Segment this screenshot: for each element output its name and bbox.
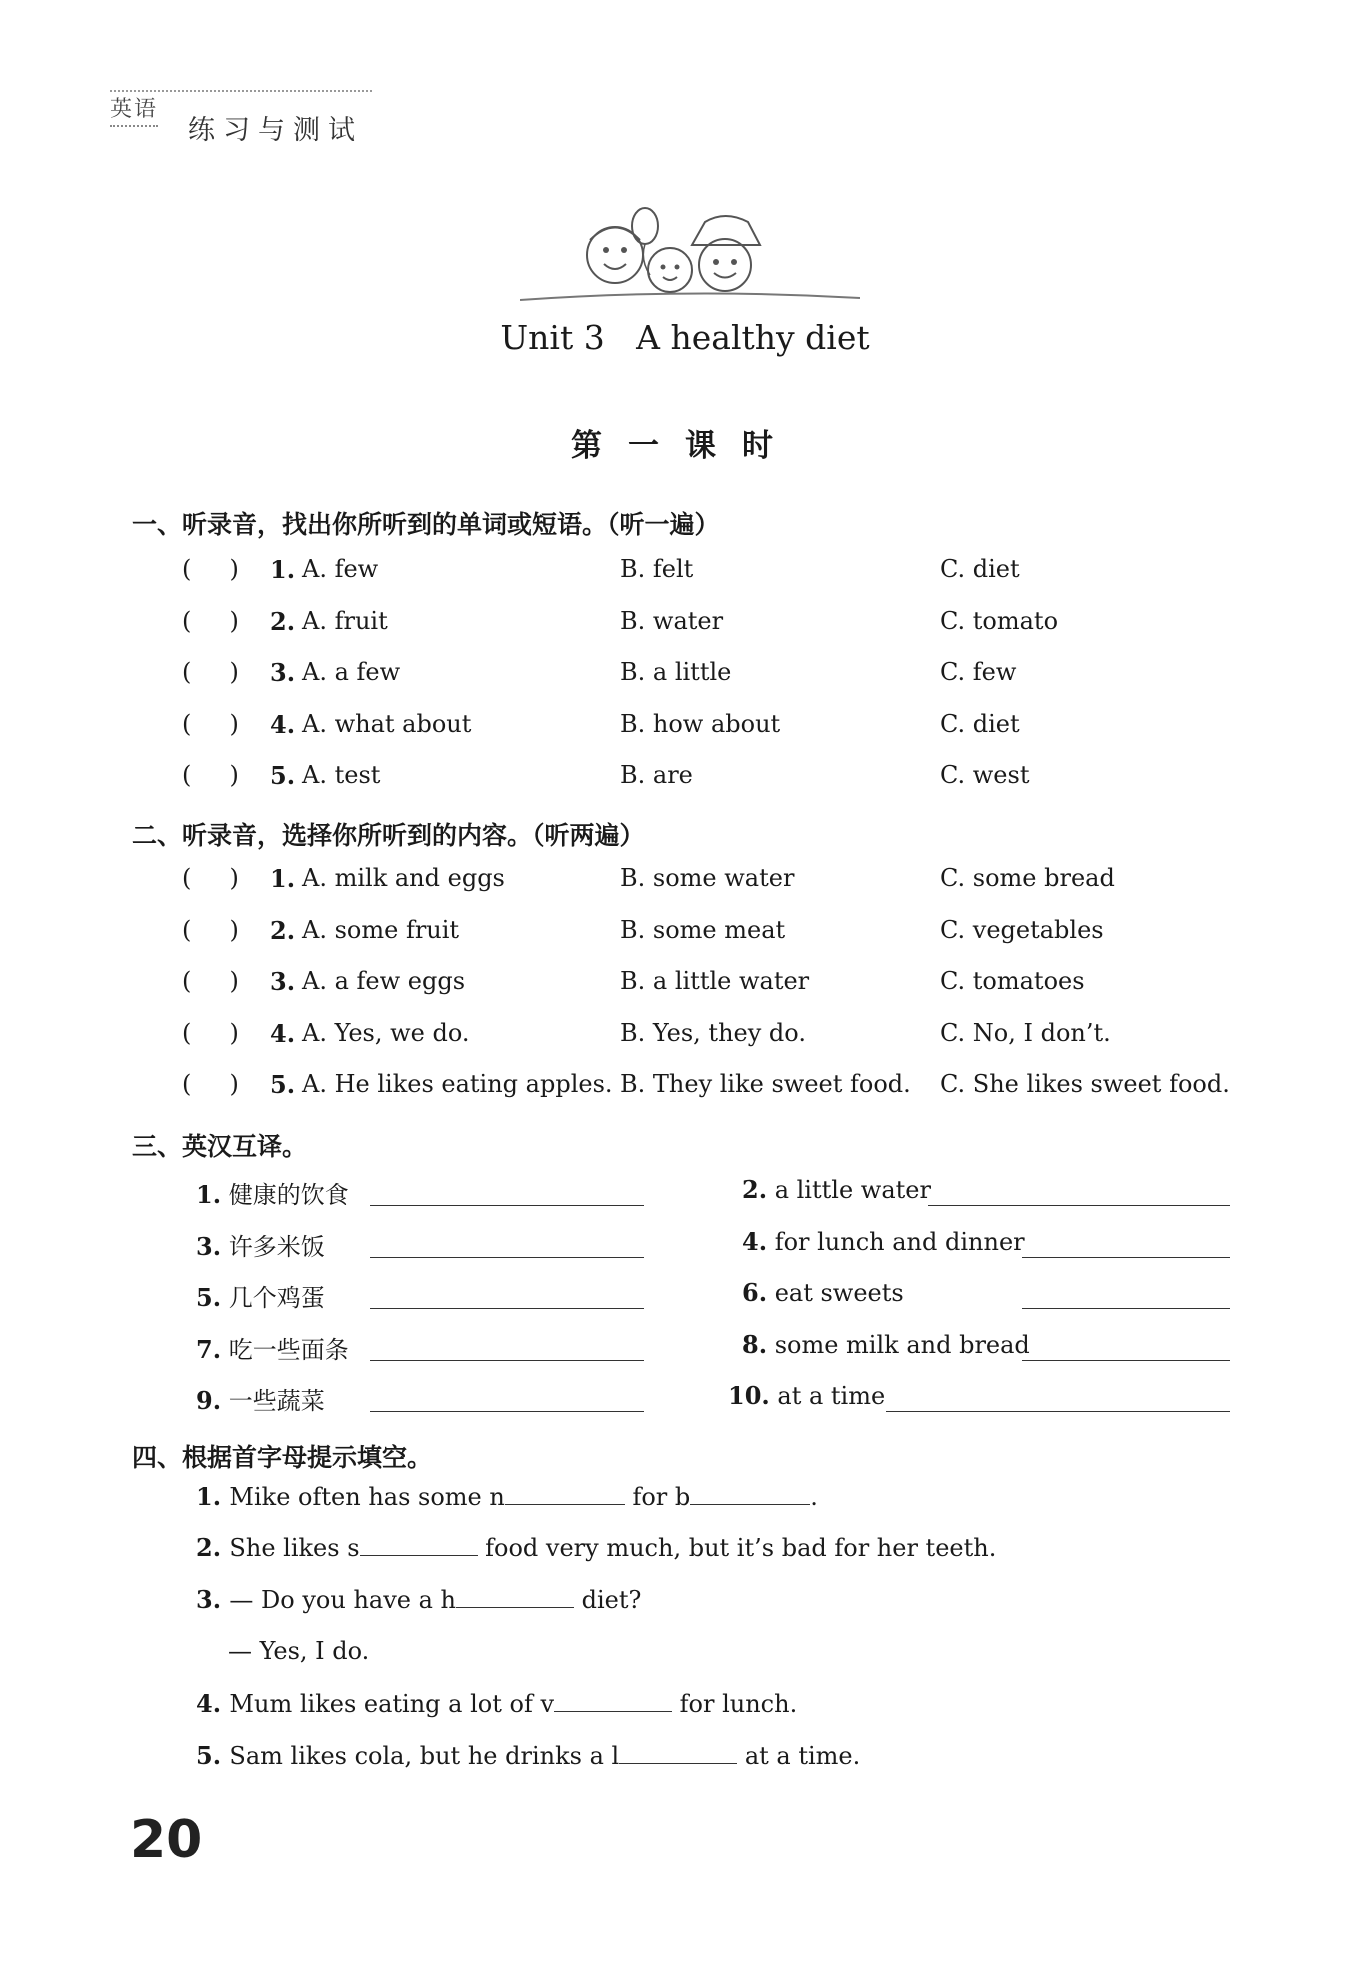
option-c: C. diet xyxy=(940,709,1020,738)
section4-heading: 四、根据首字母提示填空。 xyxy=(132,1443,433,1472)
question-number: 7. xyxy=(196,1334,222,1364)
answer-parentheses[interactable]: ( ) xyxy=(182,915,239,944)
section3-heading: 三、英汉互译。 xyxy=(132,1132,308,1161)
children-illustration xyxy=(520,200,860,312)
section1-heading: 一、听录音，找出你所听到的单词或短语。（听一遍） xyxy=(132,510,720,539)
fill-item xyxy=(228,1637,369,1665)
translation-item xyxy=(196,1330,349,1365)
question-row xyxy=(0,864,1350,904)
option-c: C. few xyxy=(940,658,1017,686)
translation-item xyxy=(196,1278,325,1313)
answer-blank[interactable] xyxy=(370,1308,644,1309)
option-c: C. west xyxy=(940,761,1030,789)
sentence-text: She likes s xyxy=(229,1534,360,1562)
option-a: A. Yes, we do. xyxy=(302,1018,470,1047)
question-number: 3. xyxy=(270,967,296,996)
question-row xyxy=(0,607,1350,647)
translation-item xyxy=(196,1227,325,1262)
page-number: 20 xyxy=(130,1810,203,1870)
option-b: B. a little xyxy=(620,658,732,686)
question-number: 10. xyxy=(728,1381,770,1410)
sentence-text: Mike often has some n xyxy=(229,1483,505,1511)
translation-item xyxy=(742,1278,904,1307)
question-number: 5. xyxy=(270,761,296,790)
sentence-text: . xyxy=(810,1483,818,1511)
translation-prompt: eat sweets xyxy=(767,1279,904,1307)
option-a: A. some fruit xyxy=(302,915,460,944)
option-b: B. Yes, they do. xyxy=(620,1018,806,1047)
option-b: B. water xyxy=(620,606,724,635)
question-number: 1. xyxy=(270,555,296,584)
question-number: 3. xyxy=(196,1231,222,1261)
answer-parentheses[interactable]: ( ) xyxy=(182,709,239,738)
question-number: 6. xyxy=(742,1278,768,1307)
option-c: C. tomatoes xyxy=(940,967,1085,995)
answer-blank[interactable] xyxy=(456,1585,574,1608)
translation-prompt: 一些蔬菜 xyxy=(221,1387,325,1415)
unit-title: Unit 3 A healthy diet xyxy=(500,318,870,357)
answer-parentheses[interactable]: ( ) xyxy=(182,967,239,995)
fill-item xyxy=(196,1741,860,1770)
option-b: B. are xyxy=(620,761,693,789)
section2-heading: 二、听录音，选择你所听到的内容。（听两遍） xyxy=(132,821,645,850)
answer-blank[interactable] xyxy=(370,1411,644,1412)
translation-prompt: 健康的饮食 xyxy=(221,1181,349,1209)
option-a: A. a few eggs xyxy=(302,967,466,995)
option-a: A. He likes eating apples. xyxy=(302,1070,613,1098)
answer-blank[interactable] xyxy=(886,1411,1230,1412)
answer-blank[interactable] xyxy=(360,1533,478,1556)
sentence-text: Sam likes cola, but he drinks a l xyxy=(229,1742,620,1770)
answer-parentheses[interactable]: ( ) xyxy=(182,761,239,789)
question-number: 3. xyxy=(196,1585,230,1614)
question-row xyxy=(0,658,1350,698)
question-number: 2. xyxy=(270,915,296,945)
sentence-text: for lunch. xyxy=(672,1690,798,1718)
answer-blank[interactable] xyxy=(690,1482,810,1505)
translation-prompt: 吃一些面条 xyxy=(221,1335,349,1364)
translation-item xyxy=(742,1330,1030,1359)
question-number: 2. xyxy=(742,1175,768,1204)
translation-prompt: for lunch and dinner xyxy=(767,1227,1025,1256)
option-a: A. what about xyxy=(302,709,472,738)
question-number: 8. xyxy=(742,1329,768,1359)
answer-blank[interactable] xyxy=(554,1689,672,1712)
answer-blank[interactable] xyxy=(1022,1308,1230,1309)
question-number: 9. xyxy=(196,1386,222,1415)
question-number: 4. xyxy=(196,1689,230,1718)
question-number: 4. xyxy=(742,1226,768,1256)
fill-item xyxy=(196,1689,797,1718)
question-row xyxy=(0,1070,1350,1110)
question-number: 3. xyxy=(270,658,296,687)
sentence-text: diet? xyxy=(574,1586,642,1614)
question-number: 4. xyxy=(270,709,296,739)
answer-blank[interactable] xyxy=(1022,1257,1230,1258)
fill-item xyxy=(196,1482,818,1511)
question-number: 1. xyxy=(196,1180,222,1209)
answer-blank[interactable] xyxy=(370,1205,644,1206)
option-c: C. She likes sweet food. xyxy=(940,1070,1230,1098)
translation-item xyxy=(728,1381,885,1410)
sentence-text: at a time. xyxy=(737,1742,861,1770)
option-b: B. some meat xyxy=(620,915,786,944)
answer-blank[interactable] xyxy=(1022,1360,1230,1361)
question-number: 4. xyxy=(270,1018,296,1048)
answer-parentheses[interactable]: ( ) xyxy=(182,555,239,583)
sentence-text: Mum likes eating a lot of v xyxy=(229,1690,555,1718)
question-number: 2. xyxy=(196,1533,230,1562)
translation-prompt: some milk and bread xyxy=(767,1330,1030,1359)
option-b: B. some water xyxy=(620,864,795,892)
lesson-title: 第一课时 xyxy=(571,428,799,464)
answer-parentheses[interactable]: ( ) xyxy=(182,864,239,892)
option-a: A. few xyxy=(302,555,379,583)
question-row xyxy=(0,967,1350,1007)
answer-parentheses[interactable]: ( ) xyxy=(182,1018,239,1047)
option-c: C. tomato xyxy=(940,606,1059,635)
answer-blank[interactable] xyxy=(505,1482,625,1505)
option-a: A. milk and eggs xyxy=(302,864,505,892)
option-c: C. diet xyxy=(940,555,1020,583)
option-a: A. a few xyxy=(302,658,401,686)
option-a: A. test xyxy=(302,761,381,789)
header-subject: 英语 xyxy=(110,92,158,127)
option-c: C. No, I don’t. xyxy=(940,1018,1111,1047)
answer-blank[interactable] xyxy=(370,1360,644,1361)
option-b: B. They like sweet food. xyxy=(620,1070,911,1098)
translation-item xyxy=(196,1381,325,1416)
translation-prompt: at a time xyxy=(769,1382,886,1410)
option-b: B. how about xyxy=(620,709,781,738)
answer-blank[interactable] xyxy=(928,1205,1230,1206)
answer-parentheses[interactable]: ( ) xyxy=(182,658,239,686)
option-b: B. felt xyxy=(620,555,694,583)
option-a: A. fruit xyxy=(302,606,388,635)
translation-item xyxy=(742,1227,1025,1256)
answer-parentheses[interactable]: ( ) xyxy=(182,606,239,635)
fill-item xyxy=(196,1585,641,1614)
question-row xyxy=(0,1019,1350,1059)
translation-item xyxy=(742,1175,931,1204)
question-row xyxy=(0,916,1350,956)
option-c: C. some bread xyxy=(940,864,1115,892)
answer-parentheses[interactable]: ( ) xyxy=(182,1070,239,1098)
question-number: 1. xyxy=(270,864,296,893)
sentence-text: — Yes, I do. xyxy=(228,1637,370,1665)
translation-prompt: a little water xyxy=(767,1176,931,1204)
question-row xyxy=(0,710,1350,750)
question-number: 1. xyxy=(196,1482,230,1511)
question-number: 5. xyxy=(196,1741,230,1770)
question-number: 2. xyxy=(270,606,296,636)
question-number: 5. xyxy=(196,1283,222,1312)
translation-prompt: 几个鸡蛋 xyxy=(221,1284,325,1312)
question-row xyxy=(0,555,1350,595)
answer-blank[interactable] xyxy=(619,1741,737,1764)
answer-blank[interactable] xyxy=(370,1257,644,1258)
translation-prompt: 许多米饭 xyxy=(221,1232,325,1261)
translation-item xyxy=(196,1175,349,1210)
option-b: B. a little water xyxy=(620,967,810,995)
fill-item xyxy=(196,1533,996,1562)
sentence-text: — Do you have a h xyxy=(229,1586,457,1614)
question-row xyxy=(0,761,1350,801)
sentence-text: food very much, but it’s bad for her teeth. xyxy=(477,1534,997,1562)
question-number: 5. xyxy=(270,1070,296,1099)
option-c: C. vegetables xyxy=(940,915,1104,944)
header-series: 练习与测试 xyxy=(188,115,363,146)
sentence-text: for b xyxy=(624,1483,691,1511)
